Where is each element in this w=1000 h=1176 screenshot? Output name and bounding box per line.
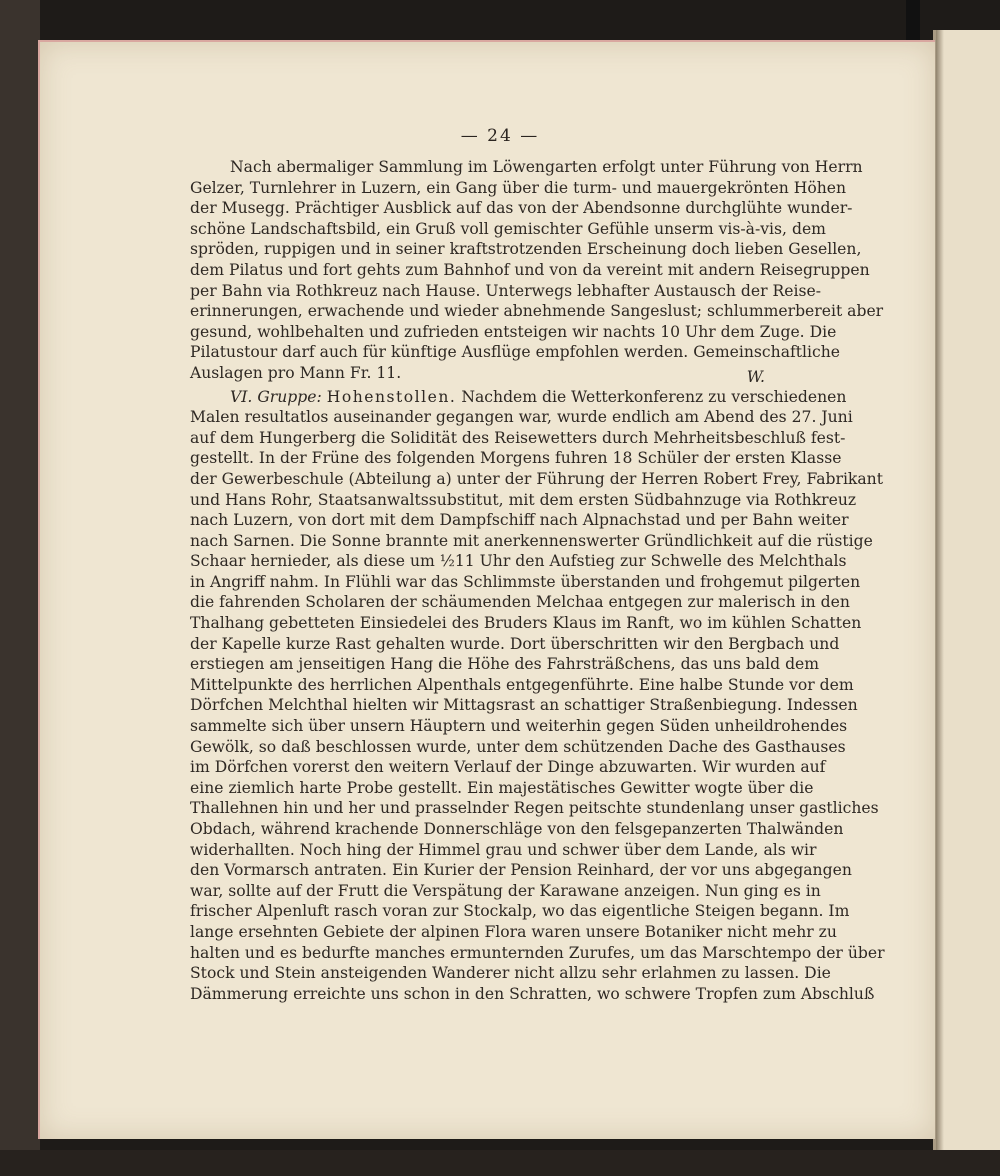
next-page-edge: [933, 30, 1000, 1150]
text-line: gesund, wohlbehalten und zufrieden entsteigen wir nachts 10 Uhr dem Zuge. Die: [190, 322, 837, 341]
text-line: [190, 387, 847, 408]
text-line: Thalhang gebetteten Einsiedelei des Bruders Klaus im Ranft, wo im kühlen Schatten: [190, 614, 862, 633]
text-line: nach Luzern, von dort mit dem Dampfschiff nach Alpnachstad und per Bahn weiter: [190, 511, 849, 530]
text-line: auf dem Hungerberg die Solidität des Reisewetters durch Mehrheitsbeschluß fest-: [190, 428, 846, 447]
text-line: Dämmerung erreichte uns schon in den Schratten, wo schwere Tropfen zum Abschluß: [190, 984, 875, 1003]
text-line: widerhallten. Noch hing der Himmel grau und schwer über dem Lande, als wir: [190, 840, 817, 859]
text-line: in Angriff nahm. In Flühli war das Schlimmste überstanden und frohgemut pilgerten: [190, 572, 861, 591]
text-line: der Gewerbeschule (Abteilung a) unter der Führung der Herren Robert Frey, Fabrikant: [190, 469, 883, 488]
text-line: Schaar hernieder, als diese um ½11 Uhr den Aufstieg zur Schwelle des Melchthals: [190, 552, 847, 571]
text-line: der Musegg. Prächtiger Ausblick auf das von der Abendsonne durchglühte wunder-: [190, 199, 853, 218]
text-line: erstiegen am jenseitigen Hang die Höhe des Fahrsträßchens, das uns bald dem: [190, 655, 820, 674]
text-line: eine ziemlich harte Probe gestellt. Ein majestätisches Gewitter wogte über die: [190, 778, 814, 797]
text-line: schöne Landschaftsbild, ein Gruß voll gemischter Gefühle unserm vis-à-vis, dem: [190, 219, 826, 238]
text-line: die fahrenden Scholaren der schäumenden Melchaa entgegen zur malerisch in den: [190, 593, 850, 612]
text-line: erinnerungen, erwachende und wieder abnehmende Sangeslust; schlummerbereit aber: [190, 302, 884, 321]
text-line: der Kapelle kurze Rast gehalten wurde. Dort überschritten wir den Bergbach und: [190, 634, 840, 653]
group-label: VI. Gruppe:: [230, 387, 322, 406]
text-line: Nach abermaliger Sammlung im Löwengarten erfolgt unter Führung von Herrn: [230, 158, 863, 176]
text-line: halten und es bedurfte manches ermunternden Zurufes, um das Marschtempo der über: [190, 943, 885, 962]
text-line: Mittelpunkte des herrlichen Alpenthals entgegenführte. Eine halbe Stunde vor dem: [190, 675, 854, 694]
text-line: Pilatustour darf auch für künftige Ausflüge empfohlen werden. Gemeinschaftliche: [190, 343, 841, 362]
text-line: im Dörfchen vorerst den weitern Verlauf der Dinge abzuwarten. Wir wurden auf: [190, 758, 826, 777]
text-line: sammelte sich über unsern Häuptern und weiterhin gegen Süden unheildrohendes: [190, 717, 848, 736]
binding-strip: [906, 0, 920, 40]
text-line: spröden, ruppigen und in seiner kraftstrotzenden Erscheinung doch lieben Gesellen,: [190, 240, 862, 259]
text-line: Dörfchen Melchthal hielten wir Mittagsrast an schattiger Straßenbiegung. Indessen: [190, 696, 858, 715]
text-line: nach Sarnen. Die Sonne brannte mit anerkennenswerter Gründlichkeit auf die rüstige: [190, 531, 873, 550]
text-line: Stock und Stein ansteigenden Wanderer nicht allzu sehr erlahmen zu lassen. Die: [190, 964, 831, 983]
author-signature: W.: [746, 367, 765, 386]
text-line: lange ersehnten Gebiete der alpinen Flora waren unsere Botaniker nicht mehr zu: [190, 922, 837, 941]
group-name: Hohenstollen.: [326, 387, 457, 406]
text-line: gestellt. In der Früne des folgenden Morgens fuhren 18 Schüler der ersten Klasse: [190, 449, 842, 468]
text-line: frischer Alpenluft rasch voran zur Stockalp, wo das eigentliche Steigen begann. Im: [190, 902, 850, 921]
page-number: — 24 —: [460, 126, 540, 146]
text-line: und Hans Rohr, Staatsanwaltssubstitut, mit dem ersten Südbahnzuge via Rothkreuz: [190, 490, 857, 509]
paragraph-hohenstollen: [190, 387, 885, 1005]
paragraph-pilatus: [190, 157, 884, 386]
text-line: Malen resultatlos auseinander gegangen war, wurde endlich am Abend des 27. Juni: [190, 408, 853, 427]
book-left-edge: [0, 0, 40, 1176]
scan-bottom-band: [0, 1150, 1000, 1176]
text-line: Thallehnen hin und her und prasselnder Regen peitschte stundenlang unser gastliches: [190, 799, 879, 818]
text-line: Auslagen pro Mann Fr. 11. W.: [190, 363, 765, 386]
text-line: Gelzer, Turnlehrer in Luzern, ein Gang über die turm- und mauergekrönten Höhen: [190, 178, 847, 197]
text-line: war, sollte auf der Frutt die Verspätung der Karawane anzeigen. Nun ging es in: [190, 881, 821, 900]
text-line: Obdach, während krachende Donnerschläge von den felsgepanzerten Thalwänden: [190, 820, 844, 838]
text-line: dem Pilatus und fort gehts zum Bahnhof und von da vereint mit andern Reisegruppen: [190, 260, 870, 279]
text-line: per Bahn via Rothkreuz nach Hause. Unterwegs lebhafter Austausch der Reise-: [190, 281, 822, 300]
body-text: [190, 157, 885, 1007]
text-line: Gewölk, so daß beschlossen wurde, unter dem schützenden Dache des Gasthauses: [190, 737, 846, 756]
text-line: den Vormarsch antraten. Ein Kurier der Pension Reinhard, der vor uns abgegangen: [190, 861, 852, 880]
line-text: Nachdem die Wetterkonferenz zu verschiedenen: [461, 387, 847, 406]
